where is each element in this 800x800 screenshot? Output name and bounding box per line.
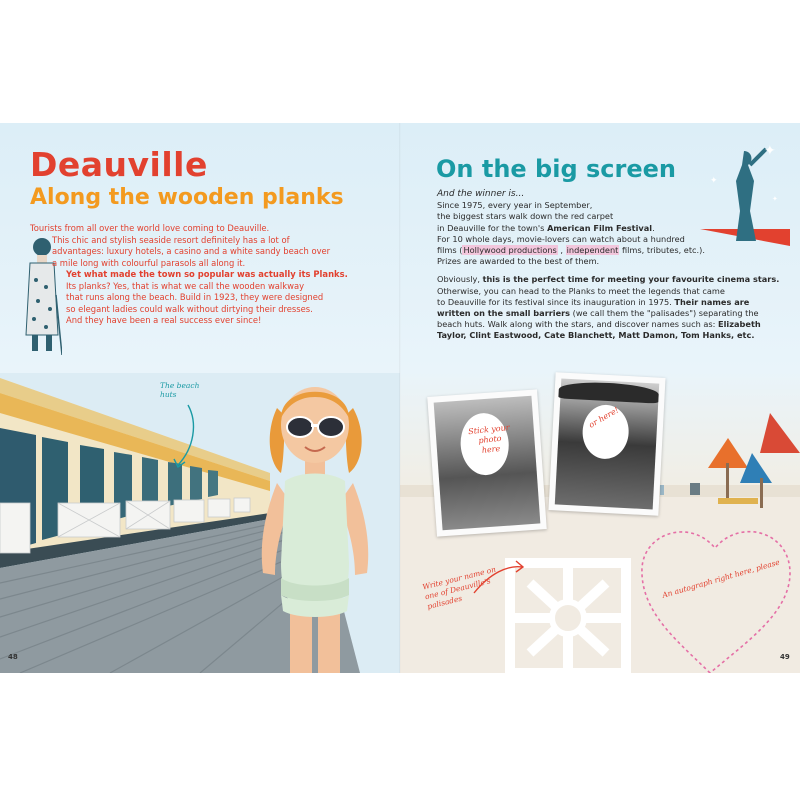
text-line: beach huts. Walk along with the stars, and discover names such as: Elizabeth (437, 319, 761, 330)
text-line: Its planks? Yes, that is what we call the wooden walkway (66, 280, 305, 291)
text-line: so elegant ladies could walk without dirtying their dresses. (66, 303, 313, 314)
svg-text:✦: ✦ (764, 143, 776, 159)
page-title: Deauville (30, 145, 208, 184)
text-line: Prizes are awarded to the best of them. (437, 256, 600, 267)
photo-frame-right (548, 372, 665, 516)
text-line: Since 1975, every year in September, (437, 200, 593, 211)
text-line: that runs along the beach. Build in 1923, they were designed (66, 292, 324, 302)
text-line: films (Hollywood productions , independent films, tributes, etc.). (437, 245, 705, 256)
page-number-left: 48 (8, 653, 18, 661)
page-number-right: 49 (780, 653, 790, 661)
text-line: in Deauville for the town's American Film Festival. (437, 222, 655, 233)
svg-text:✦: ✦ (710, 176, 718, 186)
text-line: Obviously, this is the perfect time for meeting your favourite cinema stars. (437, 274, 780, 285)
text-line: And they have been a real success ever since! (66, 315, 262, 325)
book-spread (0, 123, 800, 673)
text-line: to Deauville for its festival since its inauguration in 1975. Their names are (437, 296, 750, 307)
festival-text (437, 189, 782, 342)
text-line: a mile long with colourful parasols all along it. (52, 257, 246, 268)
palisade-note: Write your name on one of Deauville's palisades (421, 564, 497, 612)
section-title: On the big screen (436, 155, 676, 183)
girl-illustration (245, 363, 385, 673)
text-line: This chic and stylish seaside resort definitely has a lot of (52, 234, 290, 245)
book-gutter (399, 123, 401, 673)
beach-huts-note: The beach huts (160, 381, 200, 399)
text-line: advantages: luxury hotels, a casino and a white sandy beach over (52, 246, 331, 256)
photo-frame-left (427, 389, 546, 536)
svg-text:✦: ✦ (772, 195, 778, 203)
text-line: Taylor, Clint Eastwood, Cate Blanchett, Matt Damon, Tom Hanks, etc. (437, 330, 755, 341)
text-line: written on the small barriers (we call them the "palisades") separating the (437, 308, 759, 319)
page-subtitle: Along the wooden planks (30, 185, 344, 210)
autograph-note: An autograph right here, please (661, 557, 781, 600)
lead-line: And the winner is... (437, 189, 525, 199)
text-line: the biggest stars walk down the red carpet (437, 211, 614, 222)
text-line: For 10 whole days, movie-lovers can watch about a hundred (437, 233, 685, 244)
intro-paragraph (30, 223, 370, 327)
photo-or-here-note: or here! (587, 405, 621, 430)
text-line: Tourists from all over the world love coming to Deauville. (30, 223, 270, 233)
arrow-icon (470, 553, 530, 603)
text-line: Otherwise, you can head to the Planks to meet the legends that came (437, 285, 725, 296)
text-line: Yet what made the town so popular was actually its Planks. (66, 269, 348, 279)
arrow-icon (168, 403, 208, 473)
photo-stick-note: Stick your photo here (467, 422, 510, 455)
